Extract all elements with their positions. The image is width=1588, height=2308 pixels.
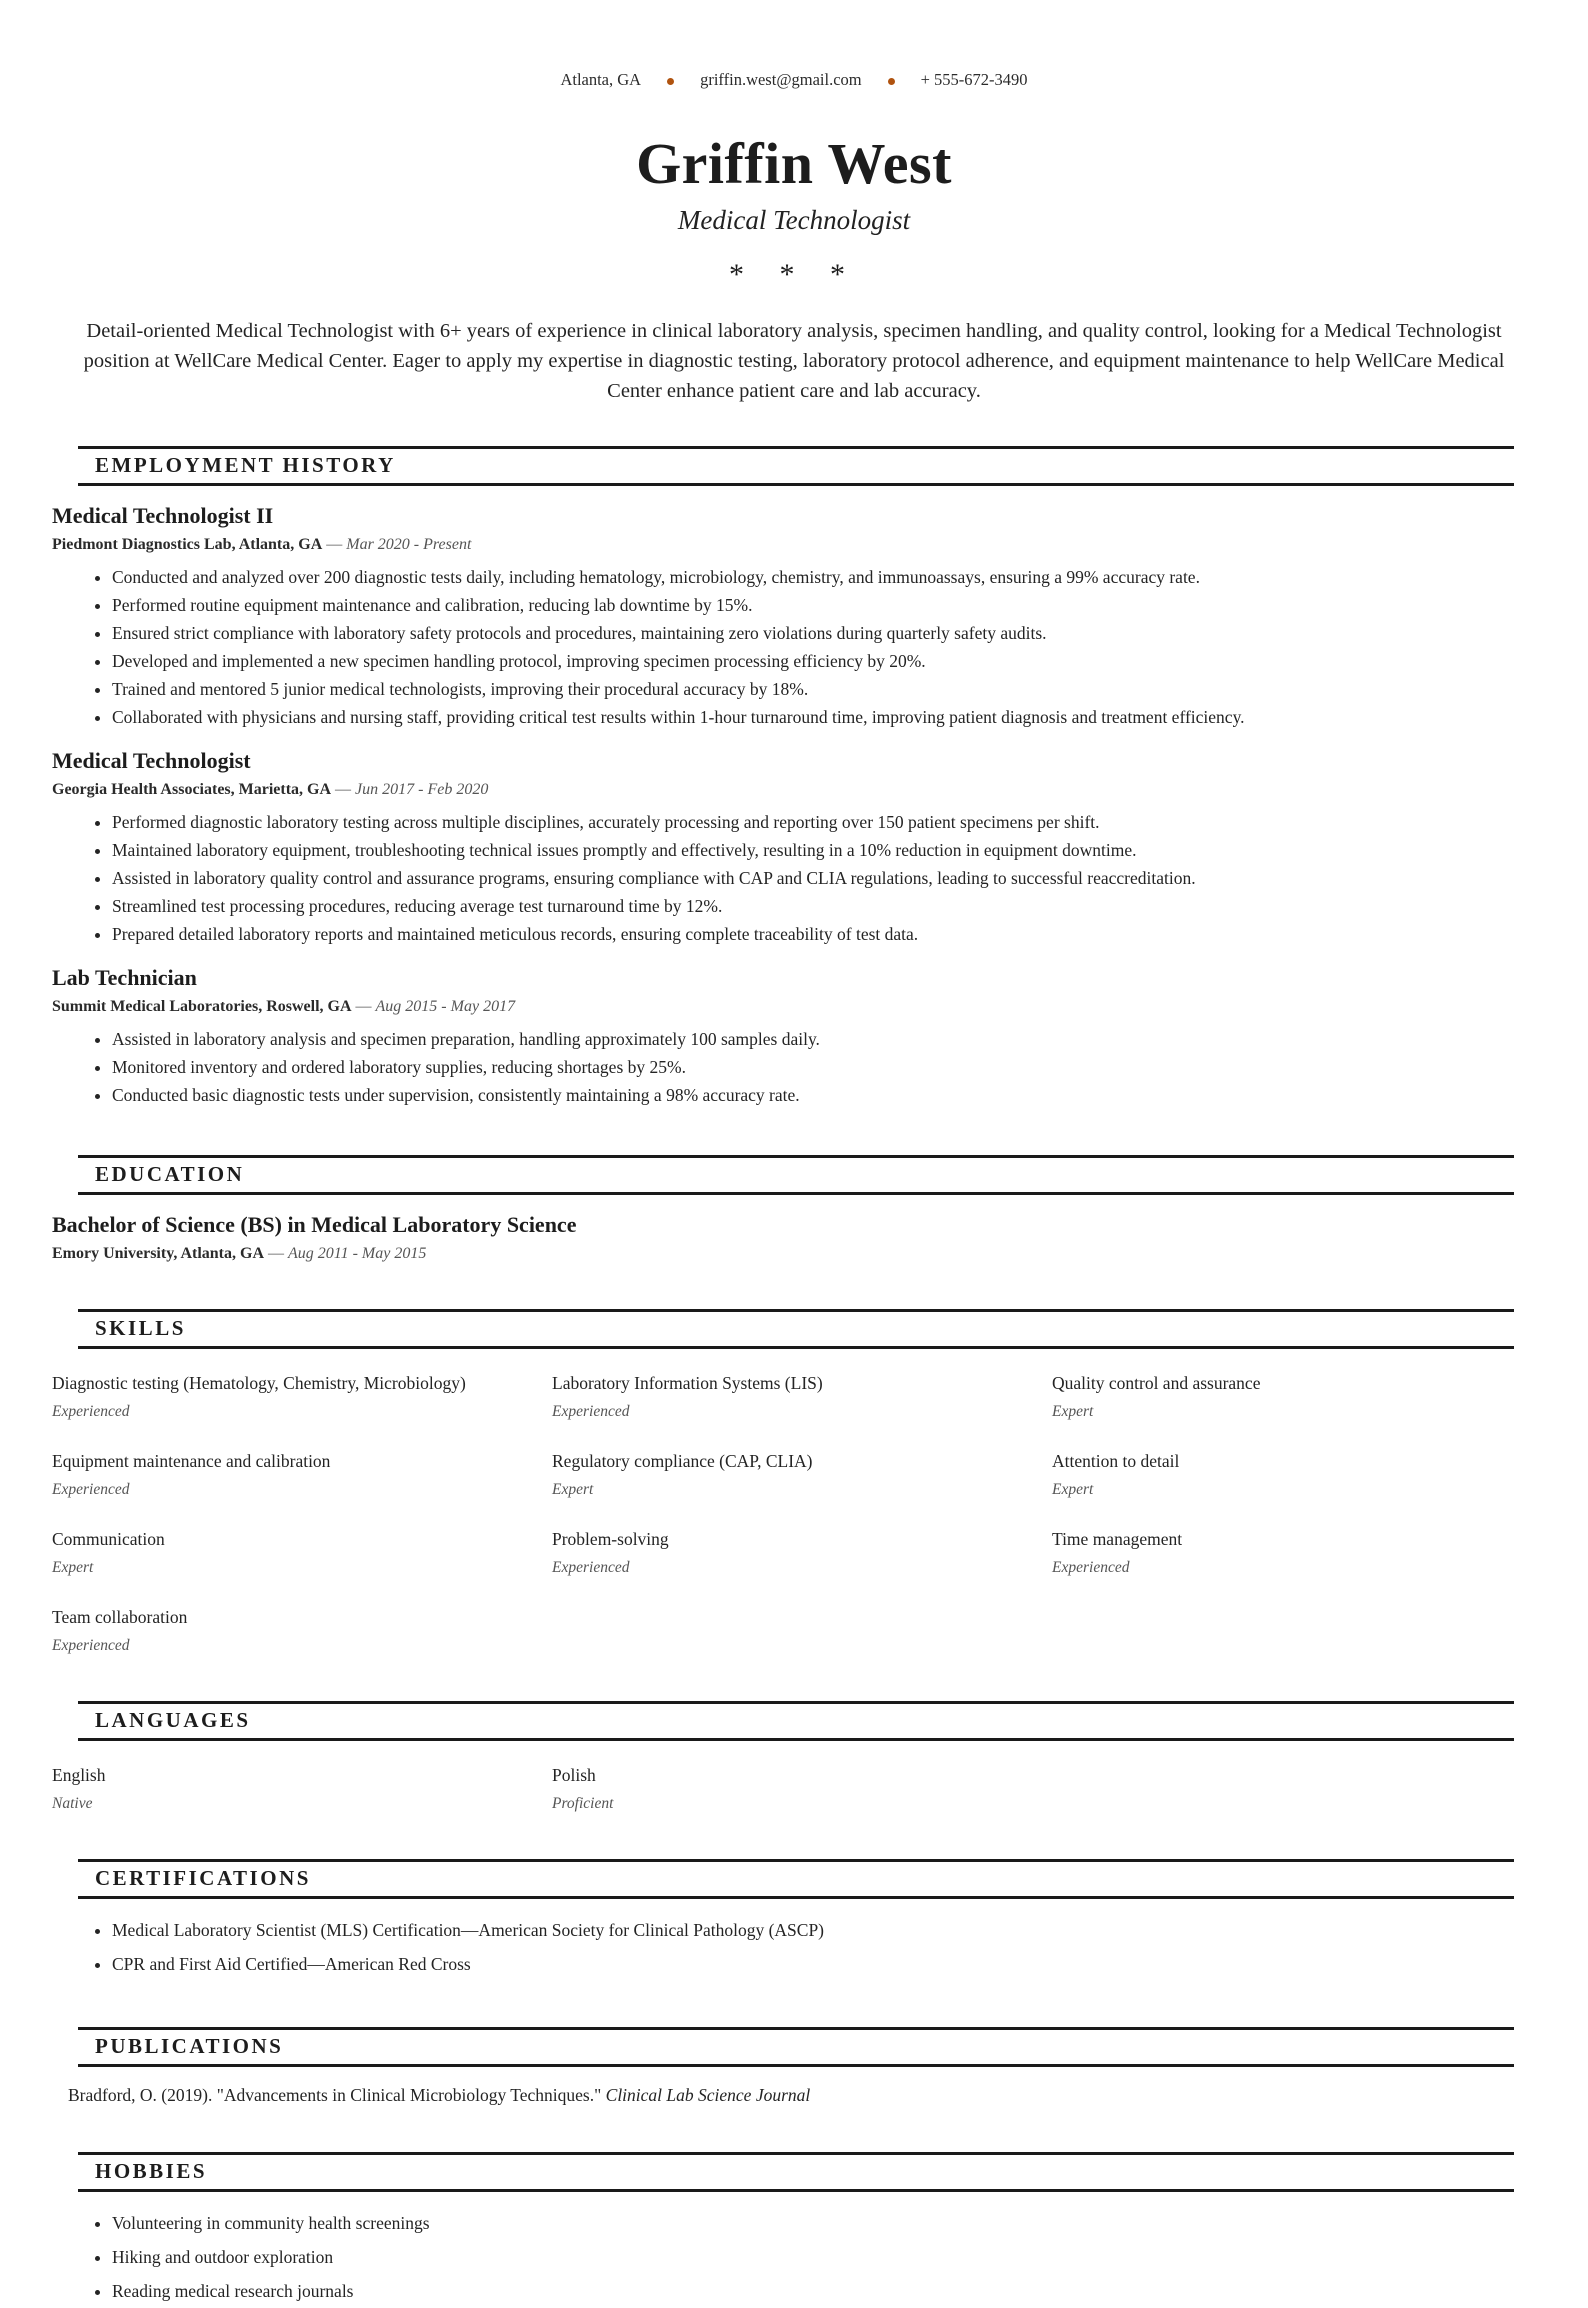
skill-level: Experienced bbox=[52, 1403, 130, 1421]
grid-spacer bbox=[1052, 1765, 1536, 1813]
list-item: • Maintained laboratory equipment, troubleshooting technical issues promptly and effectively, resulting in a 10% reduction in equipment downtime. bbox=[112, 836, 1536, 864]
list-item: • Prepared detailed laboratory reports and maintained meticulous records, ensuring complete traceability of test data. bbox=[112, 920, 1536, 948]
skill-level: Expert bbox=[1052, 1481, 1094, 1499]
publication-journal: Clinical Lab Science Journal bbox=[605, 2085, 811, 2106]
job-dates: Aug 2015 - May 2017 bbox=[375, 998, 516, 1016]
list-item: • Medical Laboratory Scientist (MLS) Certification—American Society for Clinical Pathology (ASCP) bbox=[112, 1913, 1536, 1947]
education-entry bbox=[52, 1212, 1536, 1263]
job-title: Lab Technician bbox=[52, 965, 197, 991]
section-title-skills: SKILLS bbox=[78, 1309, 1514, 1349]
job-dates: Mar 2020 - Present bbox=[346, 536, 472, 554]
skill-item bbox=[552, 1529, 1036, 1577]
education-dates: Aug 2011 - May 2015 bbox=[288, 1245, 427, 1263]
skill-name: Regulatory compliance (CAP, CLIA) bbox=[552, 1451, 813, 1472]
list-item: • Trained and mentored 5 junior medical technologists, improving their procedural accuracy by 18%. bbox=[112, 675, 1536, 703]
skill-item bbox=[52, 1451, 536, 1499]
skill-name: Team collaboration bbox=[52, 1607, 188, 1628]
section-languages bbox=[52, 1701, 1536, 1813]
job-meta bbox=[52, 536, 1536, 554]
language-level: Proficient bbox=[552, 1795, 614, 1813]
list-item: • Reading medical research journals bbox=[112, 2274, 1536, 2308]
list-item: • Ensured strict compliance with laboratory safety protocols and procedures, maintaining zero violations during quarterly safety audits. bbox=[112, 619, 1536, 647]
job-meta bbox=[52, 781, 1536, 799]
skill-item bbox=[1052, 1529, 1536, 1577]
job-title: Medical Technologist II bbox=[52, 503, 274, 529]
skill-item bbox=[552, 1373, 1036, 1421]
job-entry bbox=[52, 748, 1536, 948]
job-company: Piedmont Diagnostics Lab, Atlanta, GA bbox=[52, 536, 323, 554]
skill-level: Expert bbox=[552, 1481, 594, 1499]
meta-dash: — bbox=[335, 781, 352, 799]
skill-level: Expert bbox=[52, 1559, 94, 1577]
skill-item bbox=[1052, 1373, 1536, 1421]
skill-name: Laboratory Information Systems (LIS) bbox=[552, 1373, 823, 1394]
meta-dash: — bbox=[355, 998, 372, 1016]
list-item: • CPR and First Aid Certified—American Red Cross bbox=[112, 1947, 1536, 1981]
publication-text: Bradford, O. (2019). "Advancements in Clinical Microbiology Techniques." bbox=[68, 2085, 606, 2106]
certifications-list bbox=[52, 1913, 1536, 1981]
skill-item bbox=[52, 1373, 536, 1421]
stars-divider: * * * bbox=[729, 258, 859, 291]
candidate-name: Griffin West bbox=[636, 131, 952, 196]
skill-level: Expert bbox=[1052, 1403, 1094, 1421]
section-title-hobbies: HOBBIES bbox=[78, 2152, 1514, 2192]
list-item: • Conducted basic diagnostic tests under supervision, consistently maintaining a 98% accuracy rate. bbox=[112, 1081, 1536, 1109]
list-item: • Conducted and analyzed over 200 diagnostic tests daily, including hematology, microbiology, chemistry, and immunoassays, ensuring a 99% accuracy rate. bbox=[112, 563, 1536, 591]
list-item: • Volunteering in community health screenings bbox=[112, 2206, 1536, 2240]
bullet-separator-icon bbox=[888, 78, 895, 85]
language-item bbox=[52, 1765, 536, 1813]
language-name: Polish bbox=[552, 1765, 596, 1786]
section-hobbies bbox=[52, 2152, 1536, 2308]
job-entry bbox=[52, 965, 1536, 1109]
job-entry bbox=[52, 503, 1536, 731]
degree-title: Bachelor of Science (BS) in Medical Laboratory Science bbox=[52, 1212, 577, 1238]
contact-email: griffin.west@gmail.com bbox=[700, 70, 862, 89]
skills-grid bbox=[52, 1373, 1536, 1655]
language-item bbox=[552, 1765, 1036, 1813]
list-item: • Hiking and outdoor exploration bbox=[112, 2240, 1536, 2274]
candidate-job-title: Medical Technologist bbox=[677, 205, 911, 235]
section-skills bbox=[52, 1309, 1536, 1655]
meta-dash: — bbox=[268, 1245, 284, 1263]
bullet-separator-icon bbox=[667, 78, 674, 85]
job-title: Medical Technologist bbox=[52, 748, 251, 774]
skill-level: Experienced bbox=[552, 1403, 630, 1421]
job-bullet-list bbox=[52, 1025, 1536, 1109]
contact-location: Atlanta, GA bbox=[560, 70, 642, 89]
skill-name: Quality control and assurance bbox=[1052, 1373, 1261, 1394]
section-title-publications: PUBLICATIONS bbox=[78, 2027, 1514, 2067]
section-title-employment: EMPLOYMENT HISTORY bbox=[78, 446, 1514, 486]
profile-summary: Detail-oriented Medical Technologist with 6+ years of experience in clinical laboratory analysis, specimen handling, and quality control, looking for a Medical Technologist position at WellCare Medical Center. Eager to apply my expertise in diagnostic testing, laboratory protocol adherence, and equipment maintenance to help WellCare Medical Center enhance patient care and lab accuracy. bbox=[83, 320, 1505, 403]
job-company: Summit Medical Laboratories, Roswell, GA bbox=[52, 998, 352, 1016]
job-company: Georgia Health Associates, Marietta, GA bbox=[52, 781, 332, 799]
languages-grid bbox=[52, 1765, 1536, 1813]
list-item: • Performed routine equipment maintenance and calibration, reducing lab downtime by 15%. bbox=[112, 591, 1536, 619]
section-publications bbox=[52, 2027, 1536, 2106]
list-item: • Assisted in laboratory analysis and specimen preparation, handling approximately 100 samples daily. bbox=[112, 1025, 1536, 1053]
job-bullet-list bbox=[52, 563, 1536, 731]
skill-item bbox=[52, 1529, 536, 1577]
language-name: English bbox=[52, 1765, 106, 1786]
skill-item bbox=[1052, 1451, 1536, 1499]
section-employment-history bbox=[52, 446, 1536, 1109]
skill-item bbox=[552, 1451, 1036, 1499]
job-meta bbox=[52, 998, 1536, 1016]
list-item: • Performed diagnostic laboratory testing across multiple disciplines, accurately processing and reporting over 150 patient specimens per shift. bbox=[112, 808, 1536, 836]
skill-level: Experienced bbox=[552, 1559, 630, 1577]
education-meta bbox=[52, 1245, 1536, 1263]
skill-name: Time management bbox=[1052, 1529, 1183, 1550]
skill-name: Attention to detail bbox=[1052, 1451, 1180, 1472]
skill-name: Equipment maintenance and calibration bbox=[52, 1451, 331, 1472]
skill-name: Problem-solving bbox=[552, 1529, 669, 1550]
section-title-education: EDUCATION bbox=[78, 1155, 1514, 1195]
section-education bbox=[52, 1155, 1536, 1263]
section-title-certifications: CERTIFICATIONS bbox=[78, 1859, 1514, 1899]
list-item: • Streamlined test processing procedures, reducing average test turnaround time by 12%. bbox=[112, 892, 1536, 920]
skill-name: Diagnostic testing (Hematology, Chemistry, Microbiology) bbox=[52, 1373, 466, 1394]
skill-level: Experienced bbox=[52, 1481, 130, 1499]
skill-level: Experienced bbox=[52, 1637, 130, 1655]
list-item: • Developed and implemented a new specimen handling protocol, improving specimen processing efficiency by 20%. bbox=[112, 647, 1536, 675]
skill-item bbox=[52, 1607, 536, 1655]
list-item: • Assisted in laboratory quality control and assurance programs, ensuring compliance with CAP and CLIA regulations, leading to successful reaccreditation. bbox=[112, 864, 1536, 892]
list-item: • Collaborated with physicians and nursing staff, providing critical test results within 1-hour turnaround time, improving patient diagnosis and treatment efficiency. bbox=[112, 703, 1536, 731]
hobbies-list bbox=[52, 2206, 1536, 2308]
school-name: Emory University, Atlanta, GA bbox=[52, 1245, 264, 1263]
contact-phone: + 555-672-3490 bbox=[920, 70, 1028, 89]
job-bullet-list bbox=[52, 808, 1536, 948]
meta-dash: — bbox=[326, 536, 343, 554]
section-certifications bbox=[52, 1859, 1536, 1981]
language-level: Native bbox=[52, 1795, 93, 1813]
contact-line bbox=[52, 70, 1536, 90]
list-item: • Monitored inventory and ordered laboratory supplies, reducing shortages by 25%. bbox=[112, 1053, 1536, 1081]
section-title-languages: LANGUAGES bbox=[78, 1701, 1514, 1741]
skill-name: Communication bbox=[52, 1529, 165, 1550]
job-dates: Jun 2017 - Feb 2020 bbox=[355, 781, 489, 799]
skill-level: Experienced bbox=[1052, 1559, 1130, 1577]
publication-citation bbox=[52, 2085, 1536, 2106]
